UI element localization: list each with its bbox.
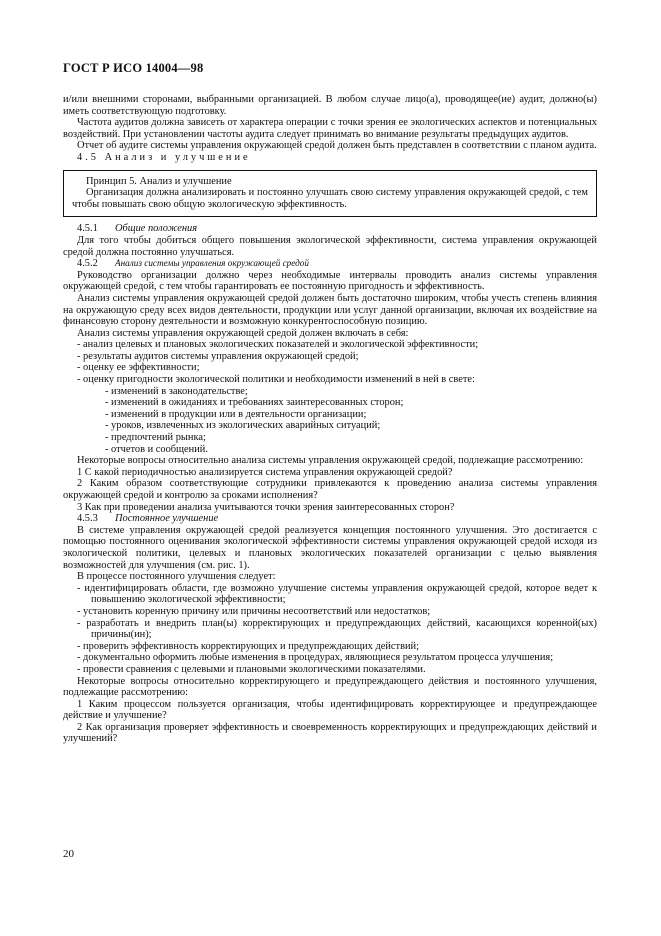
list-item: - оценку пригодности экологической политики и необходимости изменений в ней в свете: bbox=[77, 374, 475, 386]
list-item: - проверить эффективность корректирующих и предупреждающих действий; bbox=[77, 640, 419, 652]
list-item: - документально оформить любые изменения в процедурах, являющиеся результатом процесса улучшения; bbox=[77, 652, 554, 664]
paragraph: В системе управления окружающей средой реализуется концепция постоянного улучшения. Это достигается с помощью постоянного оценивания экологической эффективности системы управления окружающей средой исходя из экологической политики, целевых и плановых экологических показателей организации с целью выявления возможностей для улучшения (см. рис. 1). bbox=[63, 524, 597, 571]
list-item: - установить коренную причину или причины несоответствий или недостатков; bbox=[77, 605, 431, 617]
sublist-item: - предпочтений рынка; bbox=[105, 432, 206, 444]
principle-title: Принцип 5. Анализ и улучшение bbox=[86, 175, 232, 187]
sublist-item: - уроков, извлеченных из экологических аварийных ситуаций; bbox=[105, 420, 381, 432]
sublist-item: - изменений в ожиданиях и требованиях заинтересованных сторон; bbox=[105, 397, 404, 409]
paragraph: В процессе постоянного улучшения следует: bbox=[77, 571, 276, 583]
subsection-number: 4.5.3 bbox=[77, 513, 98, 525]
list-item: - идентифицировать области, где возможно улучшение системы управления окружающей средой, которое ведет к повышению экологической эффективности; bbox=[77, 582, 597, 606]
subsection-number: 4.5.1 bbox=[77, 223, 98, 235]
subsection-title: Общие положения bbox=[115, 223, 198, 235]
paragraph: Для того чтобы добиться общего повышения экологической эффективности, система управления окружающей средой должна постоянно улучшаться. bbox=[63, 234, 597, 258]
paragraph: Некоторые вопросы относительно корректирующего и предупреждающего действия и постоянного улучшения, подлежащие рассмотрению: bbox=[63, 675, 597, 699]
subsection-title: Анализ системы управления окружающей средой bbox=[115, 258, 309, 269]
subsection-heading bbox=[63, 513, 597, 525]
subsection-number: 4.5.2 bbox=[77, 258, 98, 270]
page-number: 20 bbox=[63, 848, 74, 860]
page-body bbox=[63, 94, 597, 745]
paragraph: Отчет об аудите системы управления окружающей средой должен быть представлен в соответствии с планом аудита. bbox=[77, 140, 597, 152]
question-item: 2 Как организация проверяет эффективность и своевременность корректирующих и предупреждающих действий и улучшений? bbox=[63, 721, 597, 745]
sublist-item: - отчетов и сообщений. bbox=[105, 443, 208, 455]
list-item: - разработать и внедрить план(ы) корректирующих и предупреждающих действий, касающихся коренной(ых) причины(ин); bbox=[77, 617, 597, 641]
subsection-title: Постоянное улучшение bbox=[115, 513, 219, 525]
paragraph: Руководство организации должно через необходимые интервалы проводить анализ системы управления окружающей средой, с тем чтобы гарантировать ее постоянную пригодность и эффективность. bbox=[63, 269, 597, 293]
question-item: 3 Как при проведении анализа учитываются точки зрения заинтересованных сторон? bbox=[77, 501, 455, 513]
principle-text: Организация должна анализировать и постоянно улучшать свою систему управления окружающей средой, с тем чтобы повышать свою общую экологическую эффективность. bbox=[72, 187, 588, 210]
sublist-item: - изменений в законодательстве; bbox=[105, 385, 248, 397]
principle-box bbox=[63, 170, 597, 218]
section-heading: 4.5 Анализ и улучшение bbox=[77, 151, 251, 163]
subsection-heading bbox=[63, 258, 597, 270]
paragraph: Анализ системы управления окружающей средой должен включать в себя: bbox=[77, 327, 409, 339]
paragraph: Анализ системы управления окружающей средой должен быть достаточно широким, чтобы учесть степень влияния на окружающую среду всех видов деятельности, продукции или услуг данной организации, включая их воздействие на финансовую сторону деятельности и возможную конкурентоспособную позицию. bbox=[63, 292, 597, 328]
paragraph: Частота аудитов должна зависеть от характера операции с точки зрения ее экологических аспектов и потенциальных воздействий. При установлении частоты аудита следует принимать во внимание результаты предыдущих аудитов. bbox=[63, 117, 597, 140]
list-item: - оценку ее эффективности; bbox=[77, 362, 200, 374]
list-item: - провести сравнения с целевыми и плановыми экологическими показателями. bbox=[77, 663, 426, 675]
question-item: 2 Каким образом соответствующие сотрудники привлекаются к проведению анализа системы управления окружающей средой и контролю за сроками исполнения? bbox=[63, 478, 597, 501]
paragraph: и/или внешними сторонами, выбранными организацией. В любом случае лицо(а), проводящее(ие) аудит, должно(ы) иметь соответствующую подготовку. bbox=[63, 94, 597, 117]
question-item: 1 С какой периодичностью анализируется система управления окружающей средой? bbox=[77, 466, 453, 478]
list-item: - анализ целевых и плановых экологических показателей и экологической эффективности; bbox=[77, 339, 479, 351]
subsection-heading bbox=[63, 223, 597, 235]
question-item: 1 Каким процессом пользуется организация, чтобы идентифицировать корректирующее и предупреждающее действие и улучшение? bbox=[63, 698, 597, 722]
paragraph: Некоторые вопросы относительно анализа системы управления окружающей средой, подлежащие рассмотрению: bbox=[77, 455, 584, 467]
page-header: ГОСТ Р ИСО 14004—98 bbox=[63, 61, 204, 75]
list-item: - результаты аудитов системы управления окружающей средой; bbox=[77, 350, 359, 362]
sublist-item: - изменений в продукции или в деятельности организации; bbox=[105, 408, 367, 420]
